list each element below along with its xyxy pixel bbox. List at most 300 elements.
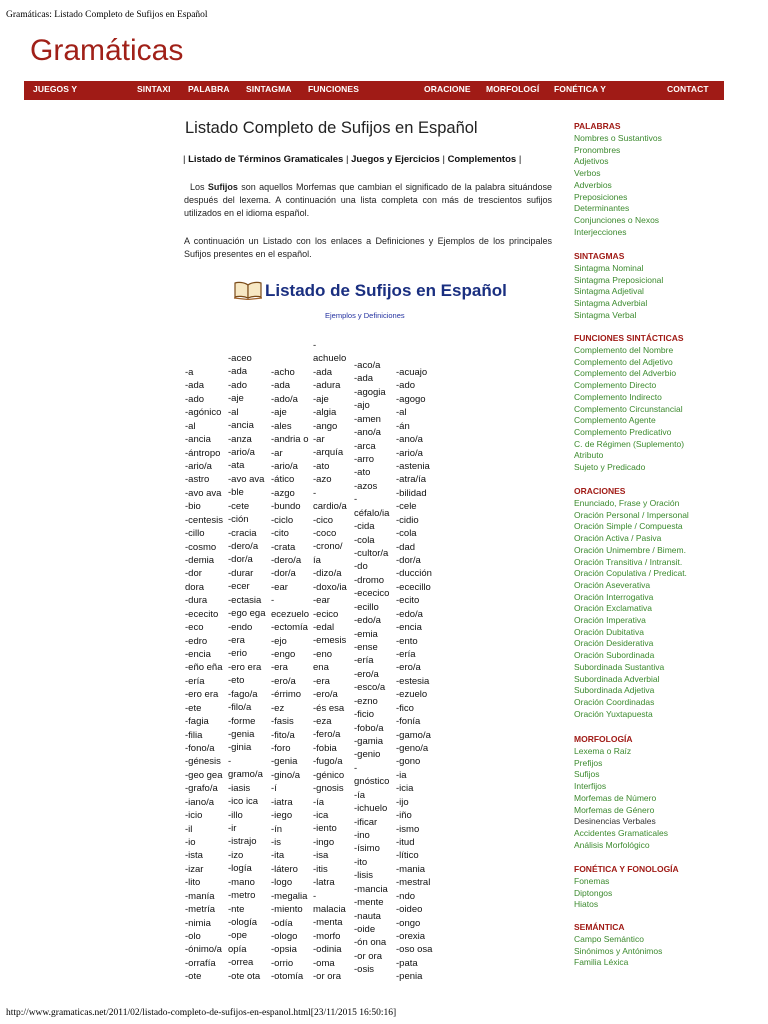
sidebar-link[interactable]: Nombres o Sustantivos	[574, 133, 662, 143]
link-complementos[interactable]: Complementos	[447, 154, 517, 165]
suffix-item: -ciclo	[271, 514, 294, 526]
suffix-item: -ado/a	[271, 393, 298, 405]
nav-oraciones[interactable]: ORACIONE	[424, 84, 471, 94]
sidebar-link[interactable]: Prefijos	[574, 757, 603, 768]
suffix-item: -atra/ía	[396, 474, 427, 486]
suffix-item: -ario/a	[228, 447, 255, 458]
nav-juegos[interactable]: JUEGOS Y	[33, 84, 78, 94]
suffix-item: -odinia	[313, 944, 342, 956]
suffix-item: -acuajo	[396, 367, 428, 378]
suffix-item: -ndo	[396, 890, 416, 902]
suffix-item: -ajo	[354, 400, 370, 412]
sidebar-link[interactable]: Sintagma Verbal	[574, 309, 637, 320]
suffix-item: -ada	[313, 366, 333, 378]
suffix-item: -otomía	[271, 971, 304, 983]
suffix-item: -iento	[313, 823, 337, 835]
suffix-item: -ijo	[396, 796, 409, 808]
suffix-item: -avo ava	[185, 487, 222, 499]
sidebar-heading: FUNCIONES SINTÁCTICAS	[574, 333, 684, 343]
nav-funciones[interactable]: FUNCIONES	[308, 84, 359, 94]
suffix-item: -aje	[313, 393, 329, 405]
sidebar-link[interactable]: Conjunciones o Nexos	[574, 214, 660, 225]
suffix-item: -mente	[354, 897, 384, 909]
intro-paragraph	[184, 181, 552, 220]
banner-subtitle[interactable]: Ejemplos y Definiciones	[325, 311, 405, 320]
suffix-item: -ecito	[396, 595, 420, 607]
banner-title: Listado de Sufijos en Español	[265, 281, 507, 300]
nav-contacto[interactable]: CONTACT	[667, 84, 709, 94]
sidebar-section	[574, 251, 663, 322]
suffix-item: ecezuelo	[271, 608, 310, 620]
suffix-item: -ero era	[228, 661, 262, 673]
suffix-item: -dero/a	[271, 555, 302, 567]
suffix-item: -oideo	[396, 904, 423, 916]
sidebar-link[interactable]: C. de Régimen (Suplemento)	[574, 438, 685, 449]
suffix-item: -amen	[354, 413, 381, 425]
sidebar-section	[574, 486, 689, 720]
suffix-item: -emia	[354, 628, 378, 640]
sidebar-link[interactable]: Morfemas de Número	[574, 792, 657, 803]
suffix-item: achuelo	[313, 353, 347, 365]
suffix-item: -filia	[185, 729, 203, 741]
suffix-item: -aco/a	[354, 360, 381, 371]
suffix-item: -cito	[271, 528, 289, 540]
sidebar-link[interactable]: Lexema o Raíz	[574, 746, 632, 756]
related-links	[183, 154, 521, 165]
suffix-item: -aceo	[228, 353, 252, 364]
sidebar-link[interactable]: Oración Activa / Pasiva	[574, 533, 662, 544]
suffix-item: -ía	[354, 789, 366, 801]
suffix-item: -ata	[228, 460, 245, 472]
suffix-item: -ote ota	[228, 970, 261, 982]
sidebar-link[interactable]: Oración Desiderativa	[574, 638, 654, 649]
suffix-item: -genia	[271, 756, 298, 768]
suffix-item: -ir	[228, 823, 237, 835]
suffix-item: -ero era	[185, 689, 219, 701]
sidebar-link[interactable]: Sintagma Nominal	[574, 263, 644, 273]
suffix-item: -miento	[271, 904, 303, 916]
suffix-item: -encia	[185, 649, 211, 661]
suffix-item: -gnosis	[313, 783, 344, 795]
suffix-item: -astenia	[396, 461, 430, 472]
sidebar-link[interactable]: Preposiciones	[574, 191, 628, 202]
sidebar-link[interactable]: Oración Copulativa / Predicat.	[574, 568, 687, 579]
suffix-item: -ancia	[228, 420, 254, 432]
sidebar-link[interactable]: Oración Interrogativa	[574, 591, 654, 602]
suffix-item: -isa	[313, 850, 329, 862]
sidebar-heading: ORACIONES	[574, 486, 626, 496]
page-title: Listado Completo de Sufijos en Español	[185, 119, 478, 137]
suffix-item: -manía	[185, 890, 215, 902]
suffix-item: -dor/a	[228, 554, 253, 566]
suffix-item: -ecico	[313, 608, 339, 620]
suffix-item: -eco	[185, 622, 204, 634]
suffix-item: -ezno	[354, 695, 378, 707]
suffix-item: -cola	[354, 534, 375, 546]
link-separator: |	[518, 154, 522, 165]
suffix-item: -ado	[228, 379, 248, 391]
suffix-item: -ete	[185, 702, 202, 714]
suffix-item: -gono	[396, 756, 421, 768]
suffix-item: -ia	[396, 769, 407, 781]
suffix-item: -mano	[228, 876, 255, 888]
sidebar-link[interactable]: Subordinada Adjetiva	[574, 685, 655, 696]
suffix-item: gnóstico	[354, 776, 390, 788]
suffix-item: -ista	[185, 850, 203, 862]
site-title[interactable]: Gramáticas	[30, 34, 184, 67]
suffix-item: -fugo/a	[313, 756, 343, 768]
nav-palabras[interactable]: PALABRA	[188, 84, 230, 94]
suffix-item: -endo	[228, 621, 253, 633]
sidebar-link[interactable]: Oración Personal / Impersonal	[574, 509, 689, 520]
suffix-item: -ongo	[396, 917, 421, 929]
suffix-item: -lito	[185, 877, 201, 889]
suffix-item: -agónico	[185, 407, 222, 419]
suffix-item: -itud	[396, 837, 415, 849]
sidebar-link[interactable]: Desinencias Verbales	[574, 816, 656, 827]
suffix-item: -oma	[313, 957, 335, 969]
suffix-item: -era	[228, 635, 245, 647]
suffix-item: -logo	[271, 877, 293, 889]
suffix-item: -lítico	[396, 850, 419, 862]
suffix-item: -ería	[396, 649, 416, 661]
suffix-item: -cracia	[228, 527, 257, 539]
sidebar-link[interactable]: Sinónimos y Antónimos	[574, 945, 663, 956]
suffix-item: -icia	[396, 783, 414, 795]
print-header: Gramáticas: Listado Completo de Sufijos en Español	[6, 10, 208, 20]
suffix-item: -a	[185, 367, 194, 378]
suffix-item: -ento	[396, 635, 418, 647]
suffix-item: -arro	[354, 454, 375, 465]
suffix-item: -ada	[271, 380, 291, 392]
suffix-item: -látero	[271, 863, 298, 875]
suffix-item: -ónimo/a	[185, 944, 222, 956]
sidebar-section	[574, 864, 679, 911]
sidebar-link[interactable]: Morfemas de Género	[574, 804, 655, 815]
suffix-item: -ino	[354, 830, 370, 842]
link-terminos[interactable]: Listado de Términos Gramaticales	[188, 154, 344, 165]
suffix-item: -ez	[271, 702, 285, 714]
suffix-item: -iasis	[228, 782, 251, 794]
suffix-item: -arca	[354, 440, 376, 452]
open-book-icon	[233, 280, 263, 300]
suffix-item: -acho	[271, 367, 295, 378]
suffix-item: -ano/a	[354, 427, 381, 439]
suffix-item: -fobia	[313, 742, 337, 754]
suffix-item: -ción	[228, 514, 249, 526]
suffix-item: -emesis	[313, 635, 347, 647]
suffix-item: -fagia	[185, 716, 209, 728]
suffix-item: -ango	[313, 420, 338, 432]
suffix-item: -eto	[228, 675, 245, 687]
suffix-item: -ear	[313, 595, 330, 607]
suffix-item: -istrajo	[228, 836, 257, 848]
link-separator: |	[183, 154, 186, 165]
suffix-item: -	[228, 755, 232, 767]
suffix-item: -itis	[313, 863, 328, 875]
sidebar-link[interactable]: Complemento Circunstancial	[574, 403, 683, 414]
suffix-item: -érrimo	[271, 689, 302, 701]
suffix-item: -megalia	[271, 890, 308, 902]
suffix-item: -astro	[185, 474, 210, 486]
sidebar-link[interactable]: Oración Simple / Compuesta	[574, 521, 683, 532]
suffix-item: -mania	[396, 863, 426, 875]
sidebar-link[interactable]: Complemento Directo	[574, 380, 657, 391]
suffix-item: -estesia	[396, 675, 430, 687]
suffix-item: -edo/a	[396, 608, 423, 620]
suffix-item: -al	[185, 420, 196, 432]
suffix-item: -bio	[185, 501, 201, 513]
suffix-item: -dor	[185, 568, 202, 580]
link-separator: |	[345, 154, 349, 165]
suffix-item: -oide	[354, 924, 376, 936]
suffix-item: -dor/a	[396, 555, 421, 567]
suffix-item: -ato	[354, 467, 371, 479]
sidebar-link[interactable]: Complemento Predicativo	[574, 426, 672, 437]
sidebar-link[interactable]: Sufijos	[574, 769, 600, 780]
sidebar-link[interactable]: Accidentes Gramaticales	[574, 827, 669, 838]
sidebar-link[interactable]: Interjecciones	[574, 226, 627, 237]
suffix-item: -aje	[228, 393, 244, 405]
suffix-item: -oso osa	[396, 944, 433, 956]
sidebar-link[interactable]: Diptongos	[574, 887, 613, 898]
sidebar-link[interactable]: Complemento del Adverbio	[574, 368, 677, 379]
suffix-item: -gino/a	[271, 769, 301, 781]
sidebar-heading: FONÉTICA Y FONOLOGÍA	[574, 864, 679, 874]
sidebar-link[interactable]: Adjetivos	[574, 156, 609, 167]
suffix-item: -grafo/a	[185, 783, 218, 795]
suffix-item: -cillo	[185, 528, 205, 540]
suffix-item: malacia	[313, 904, 346, 916]
suffix-item: -logía	[228, 863, 252, 875]
print-footer: http://www.gramaticas.net/2011/02/listado-completo-de-sufijos-en-espanol.html[23/11/2015 16:50:16]	[6, 1008, 397, 1018]
suffix-item: -	[313, 487, 317, 499]
suffix-item: -avo ava	[228, 473, 265, 485]
suffix-item: -ducción	[396, 568, 432, 580]
sidebar-link[interactable]: Sintagma Preposicional	[574, 274, 664, 285]
suffix-item: -ada	[354, 373, 374, 385]
suffix-item: -ble	[228, 487, 244, 499]
sidebar-link[interactable]: Fonemas	[574, 876, 610, 886]
suffix-item: -ada	[228, 366, 248, 378]
suffix-item: -icio	[185, 810, 203, 822]
suffix-item: -il	[185, 823, 193, 835]
suffix-item: -agogia	[354, 386, 386, 398]
suffix-item: -dor/a	[271, 568, 296, 580]
suffix-item: -	[313, 890, 317, 902]
link-juegos[interactable]: Juegos y Ejercicios	[351, 154, 440, 165]
sidebar-link[interactable]: Pronombres	[574, 144, 621, 155]
sidebar-link[interactable]: Complemento Agente	[574, 415, 656, 426]
sidebar-link[interactable]: Oración Transitiva / Intransit.	[574, 556, 683, 567]
sidebar-link[interactable]: Oración Subordinada	[574, 650, 655, 661]
suffix-item: -ito	[354, 856, 368, 868]
suffix-item: -coco	[313, 528, 337, 540]
suffix-item: -ificar	[354, 816, 378, 828]
suffix-item: -is	[271, 837, 282, 849]
sidebar-link[interactable]: Complemento del Adjetivo	[574, 356, 673, 367]
suffix-item: cardio/a	[313, 501, 347, 513]
suffix-item: -crono/	[313, 541, 343, 553]
suffix-item: -bundo	[271, 501, 301, 513]
suffix-item: -or ora	[313, 971, 341, 983]
suffix-item: -andria o	[271, 434, 309, 446]
suffix-item: -ote	[185, 971, 202, 983]
suffix-item: -forme	[228, 715, 256, 727]
suffix-item: -ísimo	[354, 843, 380, 855]
sidebar-link[interactable]: Adverbios	[574, 179, 612, 190]
suffix-item: -mestral	[396, 877, 431, 889]
suffix-item: -nte	[228, 903, 245, 915]
nav-morfologia[interactable]: MORFOLOGÍ	[486, 84, 540, 94]
suffix-item: -encia	[396, 622, 422, 634]
intro-pre: Los	[190, 182, 205, 192]
sidebar-link[interactable]: Oración Yuxtapuesta	[574, 708, 653, 719]
sidebar-link[interactable]: Oración Unimembre / Bimem.	[574, 544, 686, 555]
sidebar-link[interactable]: Oración Dubitativa	[574, 626, 644, 637]
suffix-item: -algia	[313, 407, 337, 419]
sidebar-link[interactable]: Análisis Morfológico	[574, 839, 650, 850]
suffix-item: -era	[271, 662, 288, 674]
suffix-item: -ar	[271, 447, 283, 459]
suffix-item: -azgo	[271, 487, 295, 499]
suffix-item: -edal	[313, 622, 335, 634]
suffix-item: -eño eña	[185, 662, 223, 674]
suffix-item: -centesis	[185, 514, 224, 526]
sidebar-link[interactable]: Determinantes	[574, 203, 630, 214]
sidebar-link[interactable]: Complemento del Nombre	[574, 345, 674, 355]
suffix-item: -penia	[396, 971, 423, 983]
suffix-item: -ancia	[185, 434, 211, 446]
suffix-item: -lisis	[354, 870, 373, 882]
sidebar-link[interactable]: Sujeto y Predicado	[574, 462, 646, 473]
suffix-item: -opsia	[271, 944, 297, 956]
suffix-item: -gamo/a	[396, 729, 431, 741]
suffix-item: -orrea	[228, 957, 254, 969]
sidebar-link[interactable]: Oración Aseverativa	[574, 579, 651, 590]
sidebar-heading: MORFOLOGÍA	[574, 734, 633, 744]
suffix-item: -ego ega	[228, 608, 266, 620]
suffix-item: -ero/a	[396, 662, 421, 674]
suffix-item: -ario/a	[185, 461, 212, 472]
suffix-item: -	[354, 494, 358, 506]
sidebar-link[interactable]: Subordinada Adverbial	[574, 673, 660, 684]
suffix-item: -cola	[396, 528, 417, 540]
suffix-item: -ato	[313, 460, 330, 472]
suffix-item: -do	[354, 561, 368, 573]
suffix-item: -és esa	[313, 702, 345, 714]
sidebar-link[interactable]: Sintagma Adjetival	[574, 286, 644, 297]
sidebar-link[interactable]: Oración Imperativa	[574, 615, 646, 626]
suffix-item: -iño	[396, 810, 412, 822]
suffix-item: -geo gea	[185, 769, 223, 781]
sidebar-link[interactable]: Familia Léxica	[574, 957, 629, 968]
sidebar-link[interactable]: Complemento Indirecto	[574, 391, 662, 402]
nav-fonetica[interactable]: FONÉTICA Y	[554, 84, 607, 94]
suffix-item: -durar	[228, 567, 254, 579]
suffix-item: -mancia	[354, 883, 388, 895]
sidebar-section	[574, 734, 668, 851]
suffix-item: -olo	[185, 931, 201, 943]
suffix-item: -genio	[354, 749, 381, 761]
suffix-item: gramo/a	[228, 769, 263, 781]
suffix-item: -osis	[354, 964, 375, 976]
sidebar-link[interactable]: Oración Coordinadas	[574, 696, 655, 707]
suffix-item: -iego	[271, 810, 293, 822]
sidebar-link[interactable]: Enunciado, Frase y Oración	[574, 498, 680, 508]
suffix-item: ía	[313, 554, 321, 566]
suffix-item: -nauta	[354, 910, 381, 922]
suffix-item: opía	[228, 943, 247, 955]
second-paragraph: A continuación un Listado con los enlaces a Definiciones y Ejemplos de los principales Sufijos presentes en el español.	[184, 236, 552, 259]
sidebar-link[interactable]: Campo Semántico	[574, 934, 644, 944]
sidebar-link[interactable]: Subordinada Sustantiva	[574, 661, 665, 672]
suffix-item: -erio	[228, 648, 248, 660]
suffix-item: -ecillo	[354, 601, 379, 613]
suffix-item: -crata	[271, 541, 296, 553]
suffix-item: -ear	[271, 581, 288, 593]
suffix-item: -fito/a	[271, 729, 295, 741]
suffix-item: -í	[271, 783, 277, 795]
suffix-item: -cosmo	[185, 541, 217, 553]
suffix-item: -fero/a	[313, 729, 341, 741]
sidebar-link[interactable]: Hiatos	[574, 899, 599, 910]
suffix-item: -ectomía	[271, 622, 308, 634]
sidebar-section	[574, 922, 662, 969]
sidebar-link[interactable]: Atributo	[574, 450, 604, 461]
suffix-item: -fonía	[396, 716, 421, 728]
suffix-item: -arquía	[313, 447, 344, 459]
sidebar-section	[574, 121, 662, 238]
sidebar-link[interactable]: Oración Exclamativa	[574, 603, 652, 614]
intro-post: son aquellos Morfemas que cambian el significado de la palabra situándose después del lexema. A continuación una lista completa con más de trescientos sufijos utilizados en el idioma español.	[184, 182, 552, 218]
suffix-item: -cultor/a	[354, 548, 389, 560]
sidebar-link[interactable]: Verbos	[574, 168, 601, 179]
suffix-item: -ezuelo	[396, 689, 428, 701]
nav-sintaxis[interactable]: SINTAXI	[137, 84, 171, 94]
suffix-item: -ismo	[396, 823, 420, 835]
suffix-item: -dad	[396, 541, 416, 553]
sidebar-heading: SINTAGMAS	[574, 251, 625, 261]
suffix-item: -bilidad	[396, 487, 427, 499]
sidebar-link[interactable]: Sintagma Adverbial	[574, 298, 648, 309]
suffix-item: -ar	[313, 434, 325, 445]
suffix-item: -pata	[396, 957, 418, 969]
suffix-item: -orrio	[271, 957, 294, 969]
suffix-item: -fono/a	[185, 743, 215, 755]
suffix-item: -edo/a	[354, 615, 381, 627]
suffix-item: -ología	[228, 917, 258, 929]
suffix-item: -iatra	[271, 796, 293, 808]
main-nav	[24, 81, 724, 100]
suffix-item: -geno/a	[396, 743, 429, 755]
suffix-item: -ope	[228, 930, 248, 942]
nav-sintagma[interactable]: SINTAGMA	[246, 84, 292, 94]
suffix-item: -al	[228, 406, 239, 418]
suffix-item: -esco/a	[354, 682, 386, 694]
suffix-item: -ececillo	[396, 581, 431, 593]
suffix-item: -ántropo	[185, 447, 221, 459]
suffix-item: -ería	[354, 655, 374, 667]
suffix-item: -agogo	[396, 393, 426, 405]
suffix-item: -edro	[185, 635, 208, 647]
suffix-item: -cidio	[396, 514, 419, 526]
suffix-item: -ologo	[271, 931, 298, 943]
intro-bold: Sufijos	[207, 182, 238, 192]
suffix-item: dora	[185, 581, 205, 593]
suffix-item: -adura	[313, 380, 341, 392]
sidebar-link[interactable]: Interfijos	[574, 781, 607, 792]
